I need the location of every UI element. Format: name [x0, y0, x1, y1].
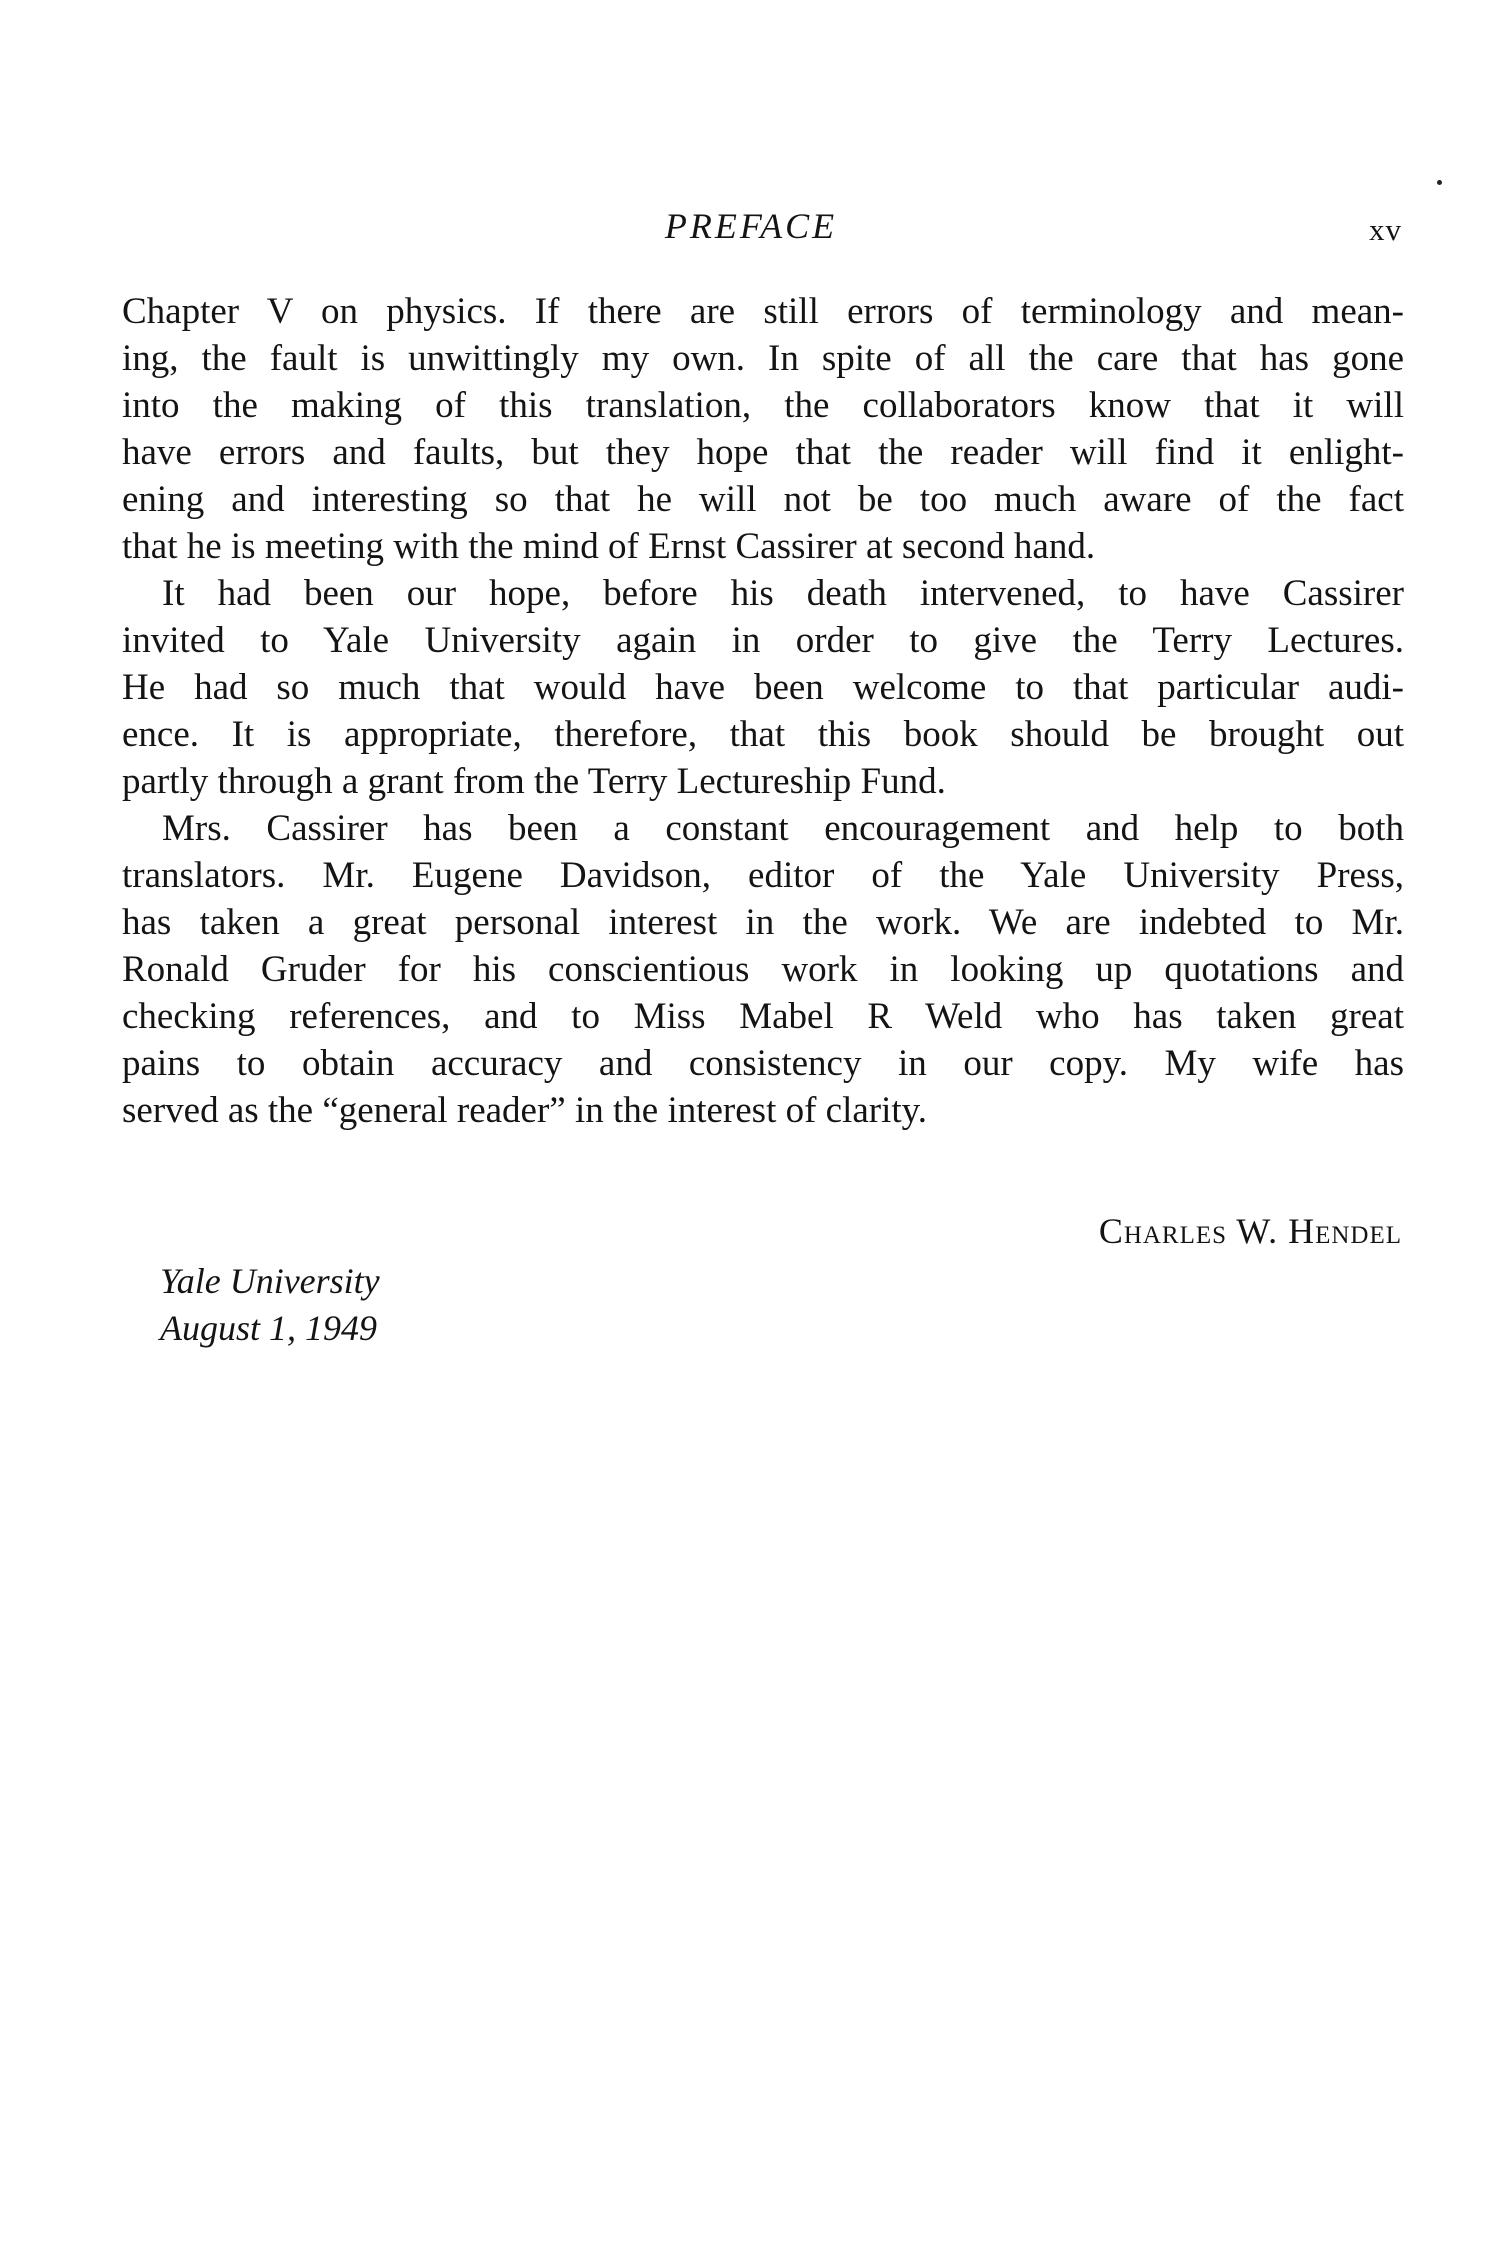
- dateline: [160, 1258, 380, 1352]
- text-line: partly through a grant from the Terry Lectureship Fund.: [122, 761, 946, 802]
- text-line: ing, the fault is unwittingly my own. In spite of all the care that has gone: [122, 338, 1404, 379]
- paragraph-1: [122, 288, 1404, 570]
- text-line: checking references, and to Miss Mabel R Weld who has taken great: [122, 996, 1404, 1037]
- dateline-place: Yale University: [160, 1261, 380, 1301]
- text-line: has taken a great personal interest in the work. We are indebted to Mr.: [122, 902, 1404, 943]
- paragraph-3: [122, 805, 1404, 1134]
- text-line: invited to Yale University again in order to give the Terry Lectures.: [122, 620, 1404, 661]
- text-line: pains to obtain accuracy and consistency in our copy. My wife has: [122, 1043, 1404, 1084]
- preface-body: [122, 288, 1404, 1134]
- paragraph-2: [122, 570, 1404, 805]
- text-line: It had been our hope, before his death intervened, to have Cassirer: [162, 573, 1404, 614]
- text-line: Mrs. Cassirer has been a constant encouragement and help to both: [162, 808, 1404, 849]
- text-line: Chapter V on physics. If there are still errors of terminology and mean-: [122, 291, 1404, 332]
- text-line: into the making of this translation, the collaborators know that it will: [122, 385, 1404, 426]
- print-speck: [1437, 180, 1442, 185]
- text-line: translators. Mr. Eugene Davidson, editor of the Yale University Press,: [122, 855, 1404, 896]
- signature: Charles W. Hendel: [1098, 1211, 1402, 1251]
- text-line: ence. It is appropriate, therefore, that this book should be brought out: [122, 714, 1404, 755]
- text-line: served as the “general reader” in the interest of clarity.: [122, 1090, 928, 1131]
- text-line: have errors and faults, but they hope that the reader will find it enlight-: [122, 432, 1404, 473]
- running-title: PREFACE: [664, 206, 838, 246]
- text-line: He had so much that would have been welcome to that particular audi-: [122, 667, 1404, 708]
- text-line: Ronald Gruder for his conscientious work in looking up quotations and: [122, 949, 1404, 990]
- text-line: that he is meeting with the mind of Ernst Cassirer at second hand.: [122, 526, 1096, 567]
- text-line: ening and interesting so that he will not be too much aware of the fact: [122, 479, 1404, 520]
- dateline-date: August 1, 1949: [160, 1308, 378, 1348]
- page-number: xv: [1369, 212, 1402, 247]
